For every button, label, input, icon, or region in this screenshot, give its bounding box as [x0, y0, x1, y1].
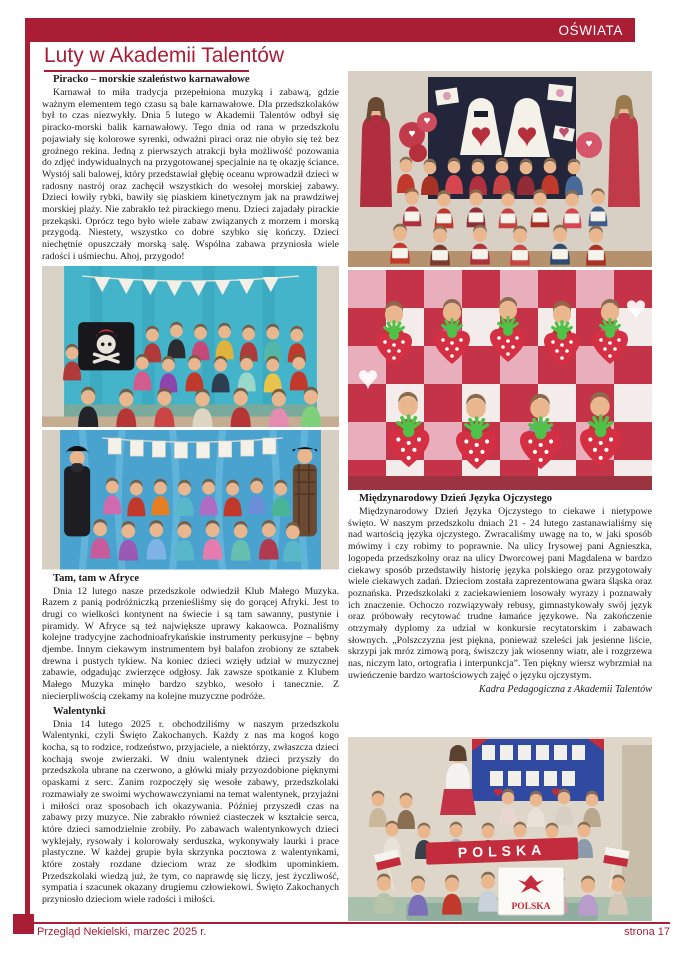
article-signature: Kadra Pedagogiczna z Akademii Talentów — [478, 683, 652, 695]
poland-flag-text: POLSKA — [511, 902, 551, 912]
page-title: Luty w Akademii Talentów — [44, 44, 285, 67]
footer-page-number: strona 17 — [624, 926, 670, 938]
pirate-flag-icon — [78, 322, 134, 370]
article-body-valentines: Dnia 14 lutego 2025 r. obchodziliśmy w naszym przedszkolu Walentynki, czyli Święto Zakochanych. Każdy z nas ma kogoś kogo kocha, są to rodzice, rodzeństwo, przyjaciele, a niektórzy, zwłaszcza dzieci kochają swoje zwierzaki. W dniu walentynek dzieci przyszły do przedszkola ubrane na czerwono, a główki miały przyozdobione pięknymi opaskami z serc. Zanim rozpoczęły się wesołe zabawy, przedszkolaki rozmawiały ze swoimi wychowawczyniami na temat walentynek, przyjaźni i miłości oraz sposobach ich okazywania. Później przyszedł czas na zabawy przy muzyce. Nie zabrakło również ciasteczek w kształcie serca, które dzieci samodzielnie zrobiły. Po zabawach walentynkowych dzieci wyklejały, rysowały i kolorowały serduszka, wykonywały laurki i prace plastyczne. W każdej grupie była skrzynka pocztowa z walentynkami, które zostały rozdane dzieciom wraz ze słodkim upominkiem. Przedszkolaki wiedzą już, że tym, co naprawdę się liczy, jest życzliwość, sympatia i szacunek okazany drugiemu człowiekowi. Święto Zakochanych przyniosło dzieciom wiele radości i miłości. — [42, 718, 339, 906]
footer-publication: Przegląd Nekielski, marzec 2025 r. — [37, 926, 207, 938]
photo-valentines-group — [348, 71, 652, 267]
article-heading-language: Międzynarodowy Dzień Języka Ojczystego — [359, 493, 553, 504]
photo-pirate-carnival-image — [42, 266, 339, 428]
photo-valentines-group-image — [348, 71, 652, 267]
article-body-language: Międzynarodowy Dzień Języka Ojczystego to ciekawe i nietypowe święto. W naszym przedszkolu dniach 21 - 24 lutego zastanawialiśmy się nad wartością języka ojczystego. Zwracaliśmy uwagę na to, w jaki sposób mówimy i czy robimy to poprawnie. Na ulicy Irysowej pani Agnieszka, logopeda przedszkolny oraz na ulicy Dworcowej pani Magdalena w bardzo ciekawy sposób przedstawiły historię języka polskiego oraz przygotowały wiele ciekawych zadań. Dzieciom została zaprezentowana gwara śląska oraz poznańska. Przedszkolaki z zaciekawieniem losowały wyrazy i poznawały ich znaczenie. Ochoczo rozwiązywały rebusy, gimnastykowały swój język oraz próbowały recytować trudne łamańce językowe. Na zakończenie otrzymały dyplomy za udział w konkursie recytatorskim i zabawach słownych. „Polszczyzna jest piękna, ponieważ szeleści jak jesienne liście, skrzypi jak mróz zimową porą, świszczy jak wiosenny wiatr, ale i rozgrzewa nas, niczym lato, ortografia i interpunkcja”. Ten piękny wiersz wybrzmiał na uwieńczenie bardzo wartościowych zajęć o języku ojczystym. — [348, 506, 652, 681]
article-body-africa: Dnia 12 lutego nasze przedszkole odwiedził Klub Małego Muzyka. Razem z panią podróżniczką przenieśliśmy się do gorącej Afryki. Jest to drugi co wielkości kontynent na świecie i są tam sawanny, pustynie i piramidy. W Afryce są też największe uprawy kakaowca. Poznaliśmy kolejne tradycyjne zachodnioafrykańskie instrumenty perkusyjne – bębny djembe. Innym ciekawym instrumentem był balafon zrobiony ze sztabek drewna i pustych tykiew. Na koniec dzieci wzięły udział w muzycznej zabawie, odgadując zwierzęce odgłosy. Jak zawsze spotkanie z Klubem Małego Muzyka minęło bardzo szybko, wesoło i tanecznie. Z niecierpliwością czekamy na kolejne muzyczne podróże. — [42, 585, 339, 702]
left-column — [42, 71, 339, 906]
footer-rule — [13, 922, 670, 924]
photo-strawberry-crafts — [348, 270, 652, 490]
photo-pirate-carnival — [42, 266, 339, 428]
photo-strawberry-crafts-image — [348, 270, 652, 490]
section-header-bar — [25, 18, 635, 42]
polska-banner-text: POLSKA — [457, 841, 547, 861]
article-heading-pirate: Piracko – morskie szaleństwo karnawałowe — [53, 74, 250, 85]
footer-corner-mark — [13, 914, 34, 934]
section-label: OŚWIATA — [558, 22, 623, 38]
photo-poland-day-image — [348, 737, 652, 921]
left-border-rule — [25, 42, 30, 922]
article-heading-africa: Tam, tam w Afryce — [53, 572, 140, 584]
right-column — [348, 68, 652, 695]
article-heading-valentines: Walentynki — [53, 705, 106, 717]
article-body-pirate: Karnawał to miła tradycja przepełniona muzyką i zabawą, gdzie ważnym elementem tego czasu są bale karnawałowe. Dla przedszkolaków był to czas niezwykły. Dnia 5 lutego w Akademii Talentów odbył się piracko-morski balik karnawałowy. Tego dnia od rana w przedszkolu pojawiały się kolorowe syrenki, odważni piraci oraz nie obyło się też bez groźnego rekina. Jedną z pierwszych atrakcji była możliwość pozowania do zdjęć indywidualnych na przygotowanej specjalnie na tę okazję ściance. Wystój sali balowej, który przedstawiał głębię oceanu wprowadził dzieci w radosny nastrój oraz zachęcił wszystkich do wesołej morskiej zabawy. Dzieci łowiły rybki, bawiły się piaskiem kinetycznym jak na prawdziwej morskiej plaży. Nie zabrakło też pirackiego menu. Dzieci zajadały pirackie przekąski. Oprócz tego było wiele zabaw związanych z morzem i morską przygodą. Niestety, wszystko co dobre szybko się kończy. Dzieci niechętnie opuszczały morską salę. Wspólna zabawa przyniosła wiele radości i uśmiechu. Ahoj, przygodo! — [42, 87, 339, 262]
photo-mermaid-carnival — [42, 430, 339, 569]
poland-flag-emblem — [498, 867, 564, 915]
photo-mermaid-carnival-image — [42, 430, 339, 569]
photo-poland-day — [348, 737, 652, 921]
